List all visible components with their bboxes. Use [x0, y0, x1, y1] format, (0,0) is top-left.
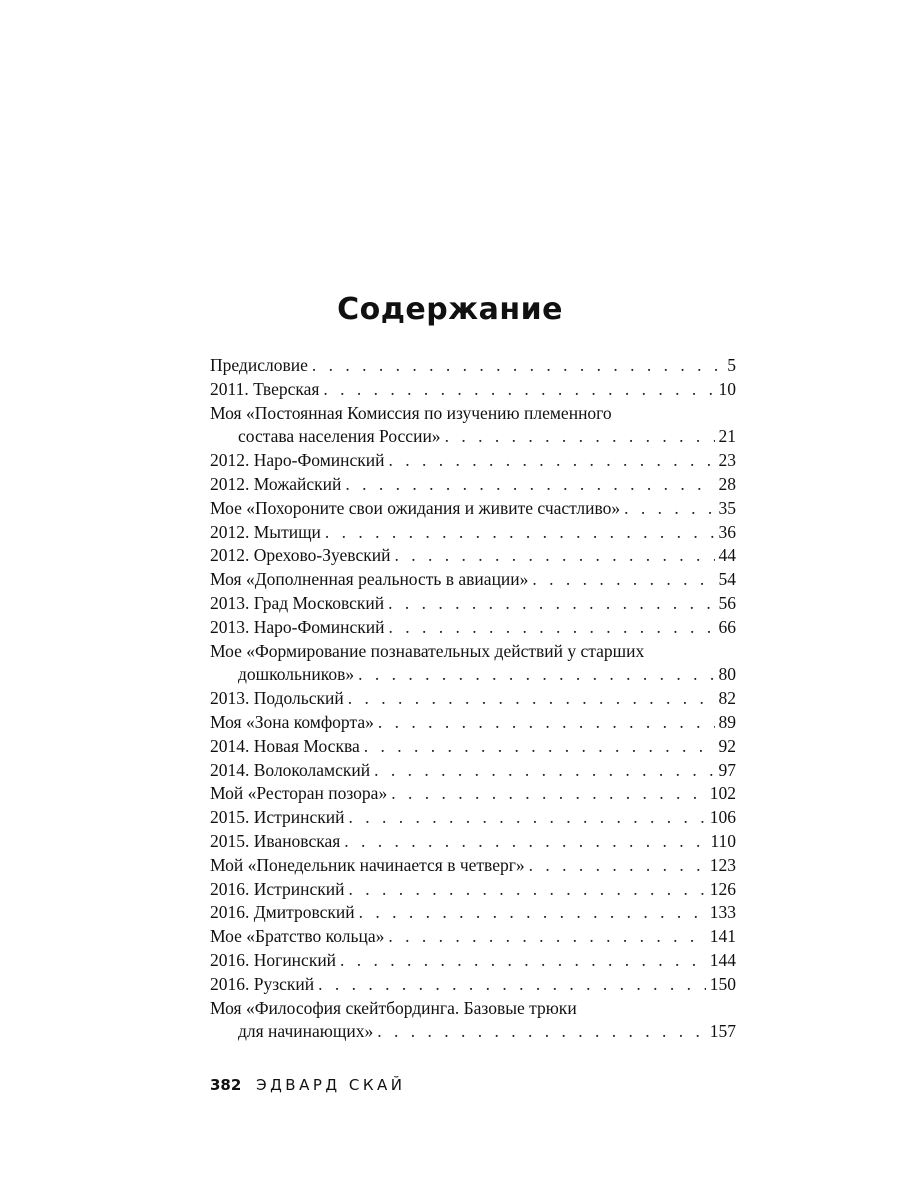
toc-entry-title: Мой «Ресторан позора» — [210, 783, 388, 804]
dot-leader — [348, 687, 715, 711]
dot-leader — [391, 782, 706, 806]
toc-entry — [210, 901, 736, 925]
toc-entry — [210, 997, 736, 1045]
toc-entry-title: 2012. Орехово-Зуевский — [210, 545, 391, 566]
dot-leader — [394, 544, 714, 568]
toc-entry — [210, 735, 736, 759]
toc-entry-page: 102 — [709, 783, 736, 804]
toc-entry-title: 2013. Наро-Фоминский — [210, 616, 385, 637]
toc-entry — [210, 378, 736, 402]
toc-entry-page: 126 — [709, 878, 736, 899]
toc-entry — [210, 449, 736, 473]
toc-entry-title: Моя «Постоянная Комиссия по изучению племенного — [210, 402, 612, 423]
dot-leader — [318, 973, 706, 997]
toc-entry — [210, 925, 736, 949]
dot-leader — [349, 806, 706, 830]
toc-entry-page: 23 — [718, 450, 736, 471]
toc-entry-page: 35 — [718, 497, 736, 518]
toc-entry-title: 2016. Истринский — [210, 878, 345, 899]
dot-leader — [344, 830, 706, 854]
dot-leader — [312, 354, 723, 378]
dot-leader — [358, 663, 714, 687]
toc-entry-page: 89 — [718, 711, 736, 732]
toc-entry-page: 56 — [718, 592, 736, 613]
toc-entry — [210, 402, 736, 450]
toc-entry — [210, 711, 736, 735]
toc-entry-page: 44 — [718, 545, 736, 566]
toc-entry-title: 2012. Наро-Фоминский — [210, 450, 385, 471]
toc-entry-title: 2015. Ивановская — [210, 830, 341, 851]
dot-leader — [374, 759, 714, 783]
toc-entry-page: 28 — [718, 473, 736, 494]
toc-entry-page: 66 — [718, 616, 736, 637]
toc-entry-page: 110 — [710, 830, 736, 851]
toc-entry-title: Моя «Философия скейтбординга. Базовые трюки — [210, 997, 577, 1018]
toc-entry-title: 2011. Тверская — [210, 378, 320, 399]
toc-entry-page: 106 — [709, 807, 736, 828]
toc-entry-title: 2014. Волоколамский — [210, 759, 371, 780]
toc-entry-page: 123 — [709, 854, 736, 875]
toc-entry-title: Мое «Похороните свои ожидания и живите счастливо» — [210, 497, 621, 518]
toc-entry — [210, 640, 736, 688]
toc-entry-title: 2012. Можайский — [210, 473, 342, 494]
toc-entry-page: 141 — [709, 926, 736, 947]
dot-leader — [388, 925, 705, 949]
toc-entry-page: 97 — [718, 759, 736, 780]
page-footer — [210, 1076, 405, 1094]
toc-entry — [210, 830, 736, 854]
toc-entry — [210, 521, 736, 545]
toc-entry-title: Мой «Понедельник начинается в четверг» — [210, 854, 525, 875]
toc-entry-page: 54 — [718, 569, 736, 590]
toc-entry-title: 2016. Ногинский — [210, 949, 337, 970]
table-of-contents — [210, 354, 736, 1044]
toc-entry-title-continuation: дошкольников» — [238, 664, 355, 685]
toc-entry-title-continuation: для начинающих» — [238, 1021, 374, 1042]
toc-entry — [210, 354, 736, 378]
dot-leader — [389, 449, 715, 473]
toc-entry — [210, 473, 736, 497]
toc-entry — [210, 568, 736, 592]
toc-entry-page: 92 — [718, 735, 736, 756]
dot-leader — [388, 592, 714, 616]
toc-entry-title: Предисловие — [210, 355, 308, 375]
dot-leader — [364, 735, 715, 759]
toc-entry-page: 144 — [709, 949, 736, 970]
dot-leader — [349, 878, 706, 902]
toc-entry — [210, 687, 736, 711]
toc-entry — [210, 854, 736, 878]
toc-entry-title: 2012. Мытищи — [210, 521, 321, 542]
toc-entry-title: Моя «Дополненная реальность в авиации» — [210, 569, 529, 590]
dot-leader — [532, 568, 714, 592]
dot-leader — [323, 378, 714, 402]
dot-leader — [445, 425, 715, 449]
dot-leader — [325, 521, 715, 545]
toc-entry-page: 36 — [718, 521, 736, 542]
toc-entry — [210, 806, 736, 830]
toc-entry — [210, 949, 736, 973]
dot-leader — [624, 497, 714, 521]
toc-entry — [210, 759, 736, 783]
page-title: Содержание — [337, 292, 563, 327]
toc-entry — [210, 878, 736, 902]
toc-entry — [210, 616, 736, 640]
toc-entry-page: 150 — [709, 973, 736, 994]
toc-entry-page: 133 — [709, 902, 736, 923]
toc-entry-page: 5 — [727, 355, 736, 375]
toc-entry-title: 2014. Новая Москва — [210, 735, 360, 756]
footer-author: ЭДВАРД СКАЙ — [256, 1076, 406, 1094]
dot-leader — [389, 616, 715, 640]
dot-leader — [377, 1020, 706, 1044]
toc-entry — [210, 973, 736, 997]
toc-entry-title: Моя «Зона комфорта» — [210, 711, 374, 732]
toc-entry-page: 21 — [718, 426, 736, 447]
toc-entry-title-continuation: состава населения России» — [238, 426, 441, 447]
dot-leader — [340, 949, 706, 973]
toc-entry — [210, 544, 736, 568]
toc-entry-page: 10 — [718, 378, 736, 399]
toc-entry-title: 2013. Подольский — [210, 688, 344, 709]
dot-leader — [345, 473, 714, 497]
toc-entry-title: Мое «Братство кольца» — [210, 926, 385, 947]
toc-entry-page: 157 — [709, 1021, 736, 1042]
toc-entry — [210, 497, 736, 521]
toc-entry — [210, 592, 736, 616]
footer-page-number: 382 — [210, 1076, 242, 1094]
toc-entry-title: 2016. Рузский — [210, 973, 315, 994]
toc-entry-title: 2016. Дмитровский — [210, 902, 355, 923]
toc-entry-title: 2015. Истринский — [210, 807, 345, 828]
dot-leader — [378, 711, 715, 735]
toc-entry-page: 82 — [718, 688, 736, 709]
toc-entry-title: 2013. Град Московский — [210, 592, 385, 613]
dot-leader — [359, 901, 706, 925]
toc-entry — [210, 782, 736, 806]
toc-entry-page: 80 — [718, 664, 736, 685]
toc-entry-title: Мое «Формирование познавательных действий у старших — [210, 640, 645, 661]
dot-leader — [529, 854, 706, 878]
